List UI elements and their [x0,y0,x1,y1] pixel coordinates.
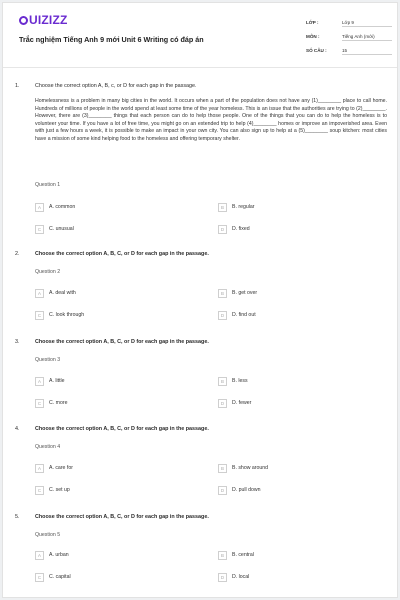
option-letter-box: A [35,289,44,298]
option-text: A. common [49,204,76,210]
option-letter-box: C [35,225,44,234]
option-text: C. look through [49,312,85,318]
option-letter-box: B [218,551,227,560]
option-letter-box: B [218,464,227,473]
question-number: 1. [15,83,20,89]
option-text: A. deal with [49,290,76,296]
meta-count-label: SỐ CÂU : [306,48,327,53]
question-label: Question 3 [35,357,61,363]
option-letter-box: C [35,486,44,495]
option-text: B. get over [232,290,258,296]
option-text: A. little [49,378,65,384]
question-label: Question 2 [35,269,61,275]
question-instruction: Choose the correct option A, B, c, or D for each gap in the passage. [35,83,197,89]
option-letter-box: C [35,311,44,320]
option-text: B. less [232,378,248,384]
question-label: Question 5 [35,532,61,538]
option-text: D. fewer [232,400,252,406]
question-instruction: Choose the correct option A, B, C, or D for each gap in the passage. [35,426,209,432]
option-text: C. capital [49,574,71,580]
option-letter-box: A [35,551,44,560]
meta-class-value: Lớp 9 [342,20,392,27]
option-text: C. unusual [49,226,74,232]
worksheet-page [2,2,398,598]
option-letter-box: A [35,464,44,473]
option-text: D. fixed [232,226,250,232]
question-instruction: Choose the correct option A, B, C, or D for each gap in the passage. [35,339,209,345]
question-number: 2. [15,251,20,257]
option-text: D. local [232,574,250,580]
logo-q-icon [19,16,28,25]
option-text: B. show around [232,465,269,471]
question-number: 3. [15,339,20,345]
worksheet-header [3,3,398,68]
option-letter-box: A [35,377,44,386]
question-number: 5. [15,514,20,520]
reading-passage: Homelessness is a problem in many big cities in the world. It occurs when a part of the population does not have any (1)________ place to call home. Hundreds of millions of people in the world spend at least some time of the year homeless. This is an issue that the authorities are trying to (2)________. However, there are (3)________ things that each person can do to help those people. One of the things that you can do to help the homeless is to volunteer your time. If you have a lot of free time, you might go on an extended trip to help (4)________ homes or improve an impoverished area. Even with just a few hours a week, it is possible to make an impact in your own city. You can also sign up to help at a (5)________ soup kitchen: most cities have a mission of some kind helping food to the homeless and offering temporary shelter. [35,98,387,142]
option-letter-box: D [218,399,227,408]
question-instruction: Choose the correct option A, B, C, or D for each gap in the passage. [35,251,209,257]
meta-class-label: LỚP : [306,20,319,25]
meta-subject-label: MÔN : [306,34,320,39]
option-letter-box: D [218,486,227,495]
logo-text: UIZIZZ [29,13,68,27]
question-instruction: Choose the correct option A, B, C, or D for each gap in the passage. [35,514,209,520]
quizizz-logo [19,13,68,27]
option-text: C. set up [49,487,70,493]
option-letter-box: A [35,203,44,212]
option-letter-box: D [218,225,227,234]
option-letter-box: D [218,311,227,320]
option-text: D. find out [232,312,256,318]
question-label: Question 1 [35,182,61,188]
option-letter-box: C [35,399,44,408]
option-letter-box: C [35,573,44,582]
option-text: A. care for [49,465,73,471]
option-letter-box: B [218,377,227,386]
option-text: B. central [232,552,254,558]
question-number: 4. [15,426,20,432]
option-text: B. regular [232,204,255,210]
question-label: Question 4 [35,444,61,450]
option-text: A. urban [49,552,69,558]
option-letter-box: B [218,289,227,298]
option-letter-box: D [218,573,227,582]
option-text: D. pull down [232,487,261,493]
option-text: C. more [49,400,68,406]
option-letter-box: B [218,203,227,212]
worksheet-title: Trắc nghiệm Tiếng Anh 9 mới Unit 6 Writing có đáp án [19,35,204,44]
meta-subject-value: Tiếng Anh (mới) [342,34,392,41]
meta-count-value: 15 [342,48,392,55]
